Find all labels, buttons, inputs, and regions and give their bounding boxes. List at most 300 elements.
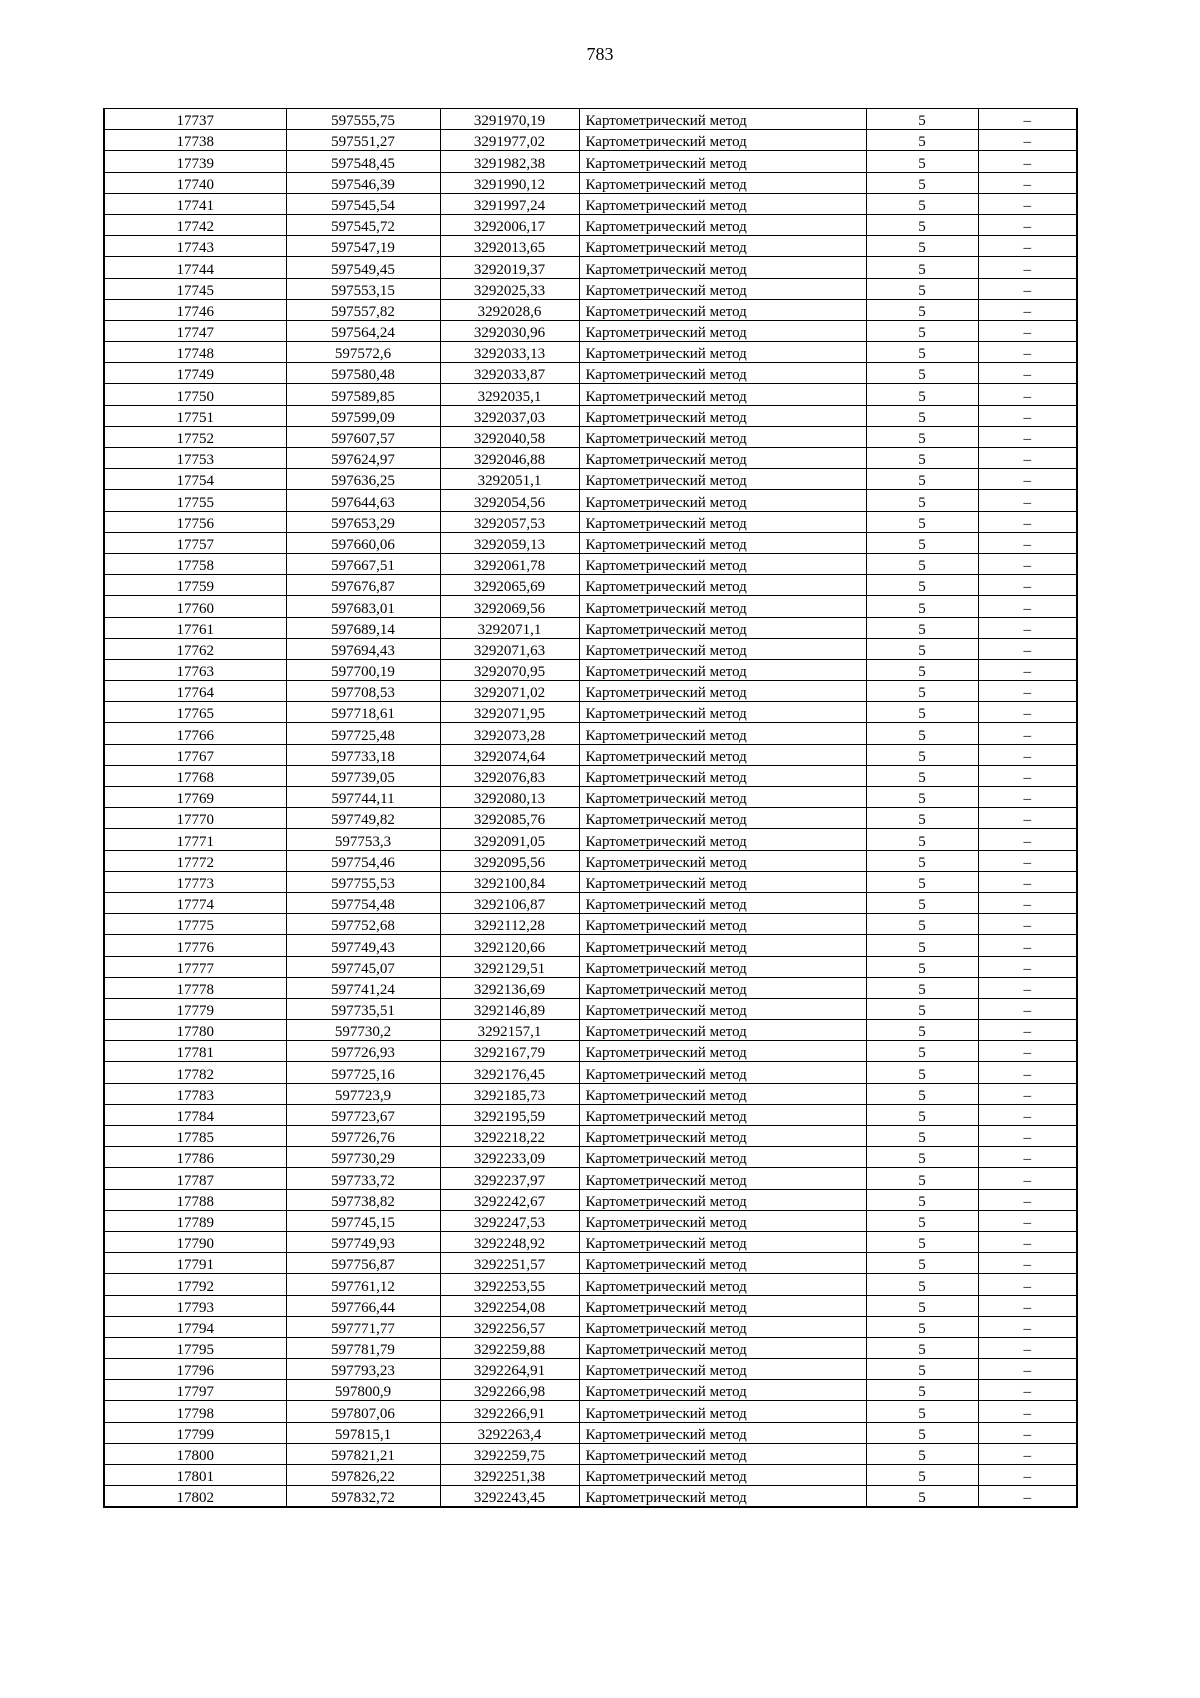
description-cell: –: [978, 448, 1077, 469]
accuracy-cell: 5: [866, 1104, 978, 1125]
y-coordinate-cell: 3292120,66: [440, 935, 579, 956]
method-cell: Картометрический метод: [579, 1316, 866, 1337]
accuracy-cell: 5: [866, 787, 978, 808]
description-cell: –: [978, 278, 1077, 299]
point-number-cell: 17738: [104, 130, 286, 151]
point-number-cell: 17757: [104, 532, 286, 553]
point-number-cell: 17762: [104, 638, 286, 659]
y-coordinate-cell: 3292040,58: [440, 426, 579, 447]
y-coordinate-cell: 3292037,03: [440, 405, 579, 426]
point-number-cell: 17752: [104, 426, 286, 447]
table-row: [104, 1422, 1077, 1443]
x-coordinate-cell: 597726,76: [286, 1126, 440, 1147]
description-cell: –: [978, 1337, 1077, 1358]
accuracy-cell: 5: [866, 320, 978, 341]
point-number-cell: 17743: [104, 236, 286, 257]
table-row: [104, 617, 1077, 638]
x-coordinate-cell: 597738,82: [286, 1189, 440, 1210]
accuracy-cell: 5: [866, 299, 978, 320]
y-coordinate-cell: 3292059,13: [440, 532, 579, 553]
point-number-cell: 17784: [104, 1104, 286, 1125]
method-cell: Картометрический метод: [579, 1147, 866, 1168]
accuracy-cell: 5: [866, 871, 978, 892]
table-row: [104, 1359, 1077, 1380]
y-coordinate-cell: 3292057,53: [440, 511, 579, 532]
y-coordinate-cell: 3292157,1: [440, 1020, 579, 1041]
x-coordinate-cell: 597557,82: [286, 299, 440, 320]
point-number-cell: 17793: [104, 1295, 286, 1316]
y-coordinate-cell: 3292061,78: [440, 553, 579, 574]
x-coordinate-cell: 597725,16: [286, 1062, 440, 1083]
accuracy-cell: 5: [866, 575, 978, 596]
y-coordinate-cell: 3291977,02: [440, 130, 579, 151]
table-row: [104, 1380, 1077, 1401]
x-coordinate-cell: 597667,51: [286, 553, 440, 574]
description-cell: –: [978, 638, 1077, 659]
description-cell: –: [978, 532, 1077, 553]
point-number-cell: 17760: [104, 596, 286, 617]
y-coordinate-cell: 3292242,67: [440, 1189, 579, 1210]
accuracy-cell: 5: [866, 659, 978, 680]
description-cell: –: [978, 935, 1077, 956]
table-row: [104, 1443, 1077, 1464]
table-row: [104, 914, 1077, 935]
x-coordinate-cell: 597653,29: [286, 511, 440, 532]
table-row: [104, 172, 1077, 193]
x-coordinate-cell: 597741,24: [286, 977, 440, 998]
method-cell: Картометрический метод: [579, 363, 866, 384]
point-number-cell: 17754: [104, 469, 286, 490]
method-cell: Картометрический метод: [579, 1486, 866, 1508]
point-number-cell: 17799: [104, 1422, 286, 1443]
point-number-cell: 17768: [104, 765, 286, 786]
description-cell: –: [978, 956, 1077, 977]
table-row: [104, 638, 1077, 659]
point-number-cell: 17766: [104, 723, 286, 744]
x-coordinate-cell: 597793,23: [286, 1359, 440, 1380]
method-cell: Картометрический метод: [579, 448, 866, 469]
point-number-cell: 17779: [104, 998, 286, 1019]
description-cell: –: [978, 808, 1077, 829]
y-coordinate-cell: 3292243,45: [440, 1486, 579, 1508]
description-cell: –: [978, 1401, 1077, 1422]
x-coordinate-cell: 597754,46: [286, 850, 440, 871]
description-cell: –: [978, 744, 1077, 765]
point-number-cell: 17741: [104, 193, 286, 214]
accuracy-cell: 5: [866, 998, 978, 1019]
description-cell: –: [978, 1189, 1077, 1210]
point-number-cell: 17746: [104, 299, 286, 320]
method-cell: Картометрический метод: [579, 257, 866, 278]
accuracy-cell: 5: [866, 702, 978, 723]
table-row: [104, 575, 1077, 596]
accuracy-cell: 5: [866, 1422, 978, 1443]
x-coordinate-cell: 597547,19: [286, 236, 440, 257]
y-coordinate-cell: 3292251,57: [440, 1253, 579, 1274]
coordinates-table: [103, 108, 1078, 1508]
table-row: [104, 236, 1077, 257]
x-coordinate-cell: 597636,25: [286, 469, 440, 490]
method-cell: Картометрический метод: [579, 1189, 866, 1210]
table-row: [104, 1189, 1077, 1210]
x-coordinate-cell: 597555,75: [286, 109, 440, 130]
x-coordinate-cell: 597735,51: [286, 998, 440, 1019]
accuracy-cell: 5: [866, 1337, 978, 1358]
method-cell: Картометрический метод: [579, 617, 866, 638]
method-cell: Картометрический метод: [579, 596, 866, 617]
table-row: [104, 1104, 1077, 1125]
point-number-cell: 17778: [104, 977, 286, 998]
accuracy-cell: 5: [866, 214, 978, 235]
y-coordinate-cell: 3292030,96: [440, 320, 579, 341]
x-coordinate-cell: 597766,44: [286, 1295, 440, 1316]
point-number-cell: 17798: [104, 1401, 286, 1422]
point-number-cell: 17785: [104, 1126, 286, 1147]
accuracy-cell: 5: [866, 1168, 978, 1189]
point-number-cell: 17792: [104, 1274, 286, 1295]
description-cell: –: [978, 1465, 1077, 1486]
table-row: [104, 1041, 1077, 1062]
y-coordinate-cell: 3292264,91: [440, 1359, 579, 1380]
table-row: [104, 1083, 1077, 1104]
method-cell: Картометрический метод: [579, 1062, 866, 1083]
x-coordinate-cell: 597745,07: [286, 956, 440, 977]
description-cell: –: [978, 511, 1077, 532]
method-cell: Картометрический метод: [579, 532, 866, 553]
table-row: [104, 935, 1077, 956]
method-cell: Картометрический метод: [579, 892, 866, 913]
table-row: [104, 469, 1077, 490]
y-coordinate-cell: 3292085,76: [440, 808, 579, 829]
description-cell: –: [978, 1083, 1077, 1104]
table-row: [104, 532, 1077, 553]
point-number-cell: 17759: [104, 575, 286, 596]
method-cell: Картометрический метод: [579, 787, 866, 808]
point-number-cell: 17739: [104, 151, 286, 172]
x-coordinate-cell: 597624,97: [286, 448, 440, 469]
method-cell: Картометрический метод: [579, 469, 866, 490]
y-coordinate-cell: 3292051,1: [440, 469, 579, 490]
description-cell: –: [978, 1147, 1077, 1168]
table-row: [104, 681, 1077, 702]
description-cell: –: [978, 1231, 1077, 1252]
point-number-cell: 17771: [104, 829, 286, 850]
x-coordinate-cell: 597752,68: [286, 914, 440, 935]
point-number-cell: 17748: [104, 342, 286, 363]
method-cell: Картометрический метод: [579, 1443, 866, 1464]
point-number-cell: 17800: [104, 1443, 286, 1464]
table-row: [104, 1147, 1077, 1168]
method-cell: Картометрический метод: [579, 702, 866, 723]
table-row: [104, 702, 1077, 723]
method-cell: Картометрический метод: [579, 193, 866, 214]
point-number-cell: 17796: [104, 1359, 286, 1380]
accuracy-cell: 5: [866, 426, 978, 447]
accuracy-cell: 5: [866, 617, 978, 638]
table-row: [104, 405, 1077, 426]
description-cell: –: [978, 1126, 1077, 1147]
x-coordinate-cell: 597807,06: [286, 1401, 440, 1422]
table-row: [104, 1062, 1077, 1083]
y-coordinate-cell: 3292263,4: [440, 1422, 579, 1443]
method-cell: Картометрический метод: [579, 977, 866, 998]
accuracy-cell: 5: [866, 1316, 978, 1337]
table-row: [104, 384, 1077, 405]
x-coordinate-cell: 597572,6: [286, 342, 440, 363]
accuracy-cell: 5: [866, 977, 978, 998]
table-row: [104, 1486, 1077, 1508]
table-row: [104, 1210, 1077, 1231]
description-cell: –: [978, 553, 1077, 574]
point-number-cell: 17802: [104, 1486, 286, 1508]
table-row: [104, 1253, 1077, 1274]
y-coordinate-cell: 3292071,63: [440, 638, 579, 659]
description-cell: –: [978, 1104, 1077, 1125]
x-coordinate-cell: 597564,24: [286, 320, 440, 341]
y-coordinate-cell: 3292069,56: [440, 596, 579, 617]
accuracy-cell: 5: [866, 448, 978, 469]
x-coordinate-cell: 597756,87: [286, 1253, 440, 1274]
y-coordinate-cell: 3292095,56: [440, 850, 579, 871]
x-coordinate-cell: 597580,48: [286, 363, 440, 384]
method-cell: Картометрический метод: [579, 172, 866, 193]
method-cell: Картометрический метод: [579, 808, 866, 829]
method-cell: Картометрический метод: [579, 236, 866, 257]
point-number-cell: 17750: [104, 384, 286, 405]
method-cell: Картометрический метод: [579, 1465, 866, 1486]
description-cell: –: [978, 257, 1077, 278]
description-cell: –: [978, 914, 1077, 935]
table-row: [104, 829, 1077, 850]
y-coordinate-cell: 3292071,02: [440, 681, 579, 702]
method-cell: Картометрический метод: [579, 998, 866, 1019]
accuracy-cell: 5: [866, 1359, 978, 1380]
table-row: [104, 998, 1077, 1019]
accuracy-cell: 5: [866, 956, 978, 977]
accuracy-cell: 5: [866, 151, 978, 172]
point-number-cell: 17772: [104, 850, 286, 871]
accuracy-cell: 5: [866, 1253, 978, 1274]
accuracy-cell: 5: [866, 892, 978, 913]
x-coordinate-cell: 597545,72: [286, 214, 440, 235]
description-cell: –: [978, 575, 1077, 596]
accuracy-cell: 5: [866, 829, 978, 850]
accuracy-cell: 5: [866, 532, 978, 553]
table-row: [104, 1337, 1077, 1358]
x-coordinate-cell: 597771,77: [286, 1316, 440, 1337]
method-cell: Картометрический метод: [579, 553, 866, 574]
accuracy-cell: 5: [866, 1231, 978, 1252]
x-coordinate-cell: 597689,14: [286, 617, 440, 638]
x-coordinate-cell: 597551,27: [286, 130, 440, 151]
method-cell: Картометрический метод: [579, 384, 866, 405]
method-cell: Картометрический метод: [579, 1041, 866, 1062]
y-coordinate-cell: 3291970,19: [440, 109, 579, 130]
point-number-cell: 17763: [104, 659, 286, 680]
y-coordinate-cell: 3292247,53: [440, 1210, 579, 1231]
table-row: [104, 1401, 1077, 1422]
y-coordinate-cell: 3292254,08: [440, 1295, 579, 1316]
point-number-cell: 17764: [104, 681, 286, 702]
description-cell: –: [978, 723, 1077, 744]
description-cell: –: [978, 214, 1077, 235]
accuracy-cell: 5: [866, 1210, 978, 1231]
description-cell: –: [978, 892, 1077, 913]
accuracy-cell: 5: [866, 553, 978, 574]
description-cell: –: [978, 681, 1077, 702]
accuracy-cell: 5: [866, 342, 978, 363]
y-coordinate-cell: 3292091,05: [440, 829, 579, 850]
y-coordinate-cell: 3292025,33: [440, 278, 579, 299]
table-row: [104, 1465, 1077, 1486]
description-cell: –: [978, 1380, 1077, 1401]
description-cell: –: [978, 320, 1077, 341]
table-row: [104, 1295, 1077, 1316]
y-coordinate-cell: 3292100,84: [440, 871, 579, 892]
accuracy-cell: 5: [866, 744, 978, 765]
description-cell: –: [978, 363, 1077, 384]
description-cell: –: [978, 998, 1077, 1019]
x-coordinate-cell: 597644,63: [286, 490, 440, 511]
x-coordinate-cell: 597726,93: [286, 1041, 440, 1062]
y-coordinate-cell: 3292080,13: [440, 787, 579, 808]
method-cell: Картометрический метод: [579, 681, 866, 702]
description-cell: –: [978, 659, 1077, 680]
point-number-cell: 17758: [104, 553, 286, 574]
description-cell: –: [978, 1359, 1077, 1380]
description-cell: –: [978, 702, 1077, 723]
y-coordinate-cell: 3292065,69: [440, 575, 579, 596]
point-number-cell: 17783: [104, 1083, 286, 1104]
method-cell: Картометрический метод: [579, 1295, 866, 1316]
accuracy-cell: 5: [866, 681, 978, 702]
point-number-cell: 17776: [104, 935, 286, 956]
point-number-cell: 17777: [104, 956, 286, 977]
method-cell: Картометрический метод: [579, 1401, 866, 1422]
point-number-cell: 17787: [104, 1168, 286, 1189]
x-coordinate-cell: 597723,9: [286, 1083, 440, 1104]
description-cell: –: [978, 109, 1077, 130]
point-number-cell: 17773: [104, 871, 286, 892]
x-coordinate-cell: 597826,22: [286, 1465, 440, 1486]
table-row: [104, 744, 1077, 765]
table-row: [104, 448, 1077, 469]
accuracy-cell: 5: [866, 1083, 978, 1104]
description-cell: –: [978, 342, 1077, 363]
point-number-cell: 17788: [104, 1189, 286, 1210]
description-cell: –: [978, 871, 1077, 892]
table-row: [104, 151, 1077, 172]
y-coordinate-cell: 3292146,89: [440, 998, 579, 1019]
x-coordinate-cell: 597800,9: [286, 1380, 440, 1401]
y-coordinate-cell: 3292033,13: [440, 342, 579, 363]
table-row: [104, 1231, 1077, 1252]
method-cell: Картометрический метод: [579, 1020, 866, 1041]
x-coordinate-cell: 597589,85: [286, 384, 440, 405]
method-cell: Картометрический метод: [579, 1274, 866, 1295]
y-coordinate-cell: 3292259,88: [440, 1337, 579, 1358]
point-number-cell: 17765: [104, 702, 286, 723]
description-cell: –: [978, 1274, 1077, 1295]
y-coordinate-cell: 3292013,65: [440, 236, 579, 257]
table-row: [104, 553, 1077, 574]
method-cell: Картометрический метод: [579, 109, 866, 130]
method-cell: Картометрический метод: [579, 278, 866, 299]
x-coordinate-cell: 597548,45: [286, 151, 440, 172]
accuracy-cell: 5: [866, 511, 978, 532]
accuracy-cell: 5: [866, 808, 978, 829]
method-cell: Картометрический метод: [579, 956, 866, 977]
method-cell: Картометрический метод: [579, 426, 866, 447]
description-cell: –: [978, 1020, 1077, 1041]
y-coordinate-cell: 3292176,45: [440, 1062, 579, 1083]
y-coordinate-cell: 3292006,17: [440, 214, 579, 235]
y-coordinate-cell: 3292259,75: [440, 1443, 579, 1464]
y-coordinate-cell: 3292019,37: [440, 257, 579, 278]
accuracy-cell: 5: [866, 384, 978, 405]
description-cell: –: [978, 490, 1077, 511]
point-number-cell: 17753: [104, 448, 286, 469]
y-coordinate-cell: 3291982,38: [440, 151, 579, 172]
accuracy-cell: 5: [866, 1147, 978, 1168]
x-coordinate-cell: 597761,12: [286, 1274, 440, 1295]
description-cell: –: [978, 1041, 1077, 1062]
y-coordinate-cell: 3292054,56: [440, 490, 579, 511]
description-cell: –: [978, 1443, 1077, 1464]
method-cell: Картометрический метод: [579, 850, 866, 871]
y-coordinate-cell: 3292266,98: [440, 1380, 579, 1401]
method-cell: Картометрический метод: [579, 1126, 866, 1147]
x-coordinate-cell: 597749,43: [286, 935, 440, 956]
point-number-cell: 17761: [104, 617, 286, 638]
accuracy-cell: 5: [866, 1062, 978, 1083]
table-row: [104, 1274, 1077, 1295]
accuracy-cell: 5: [866, 236, 978, 257]
method-cell: Картометрический метод: [579, 659, 866, 680]
point-number-cell: 17790: [104, 1231, 286, 1252]
y-coordinate-cell: 3292266,91: [440, 1401, 579, 1422]
method-cell: Картометрический метод: [579, 1422, 866, 1443]
table-row: [104, 278, 1077, 299]
description-cell: –: [978, 405, 1077, 426]
x-coordinate-cell: 597781,79: [286, 1337, 440, 1358]
method-cell: Картометрический метод: [579, 575, 866, 596]
x-coordinate-cell: 597546,39: [286, 172, 440, 193]
x-coordinate-cell: 597660,06: [286, 532, 440, 553]
method-cell: Картометрический метод: [579, 1253, 866, 1274]
x-coordinate-cell: 597755,53: [286, 871, 440, 892]
accuracy-cell: 5: [866, 490, 978, 511]
point-number-cell: 17780: [104, 1020, 286, 1041]
description-cell: –: [978, 151, 1077, 172]
accuracy-cell: 5: [866, 1020, 978, 1041]
description-cell: –: [978, 236, 1077, 257]
method-cell: Картометрический метод: [579, 765, 866, 786]
description-cell: –: [978, 977, 1077, 998]
x-coordinate-cell: 597545,54: [286, 193, 440, 214]
x-coordinate-cell: 597725,48: [286, 723, 440, 744]
description-cell: –: [978, 765, 1077, 786]
table-row: [104, 1020, 1077, 1041]
x-coordinate-cell: 597832,72: [286, 1486, 440, 1508]
x-coordinate-cell: 597683,01: [286, 596, 440, 617]
accuracy-cell: 5: [866, 723, 978, 744]
accuracy-cell: 5: [866, 109, 978, 130]
accuracy-cell: 5: [866, 172, 978, 193]
y-coordinate-cell: 3292070,95: [440, 659, 579, 680]
description-cell: –: [978, 850, 1077, 871]
point-number-cell: 17742: [104, 214, 286, 235]
